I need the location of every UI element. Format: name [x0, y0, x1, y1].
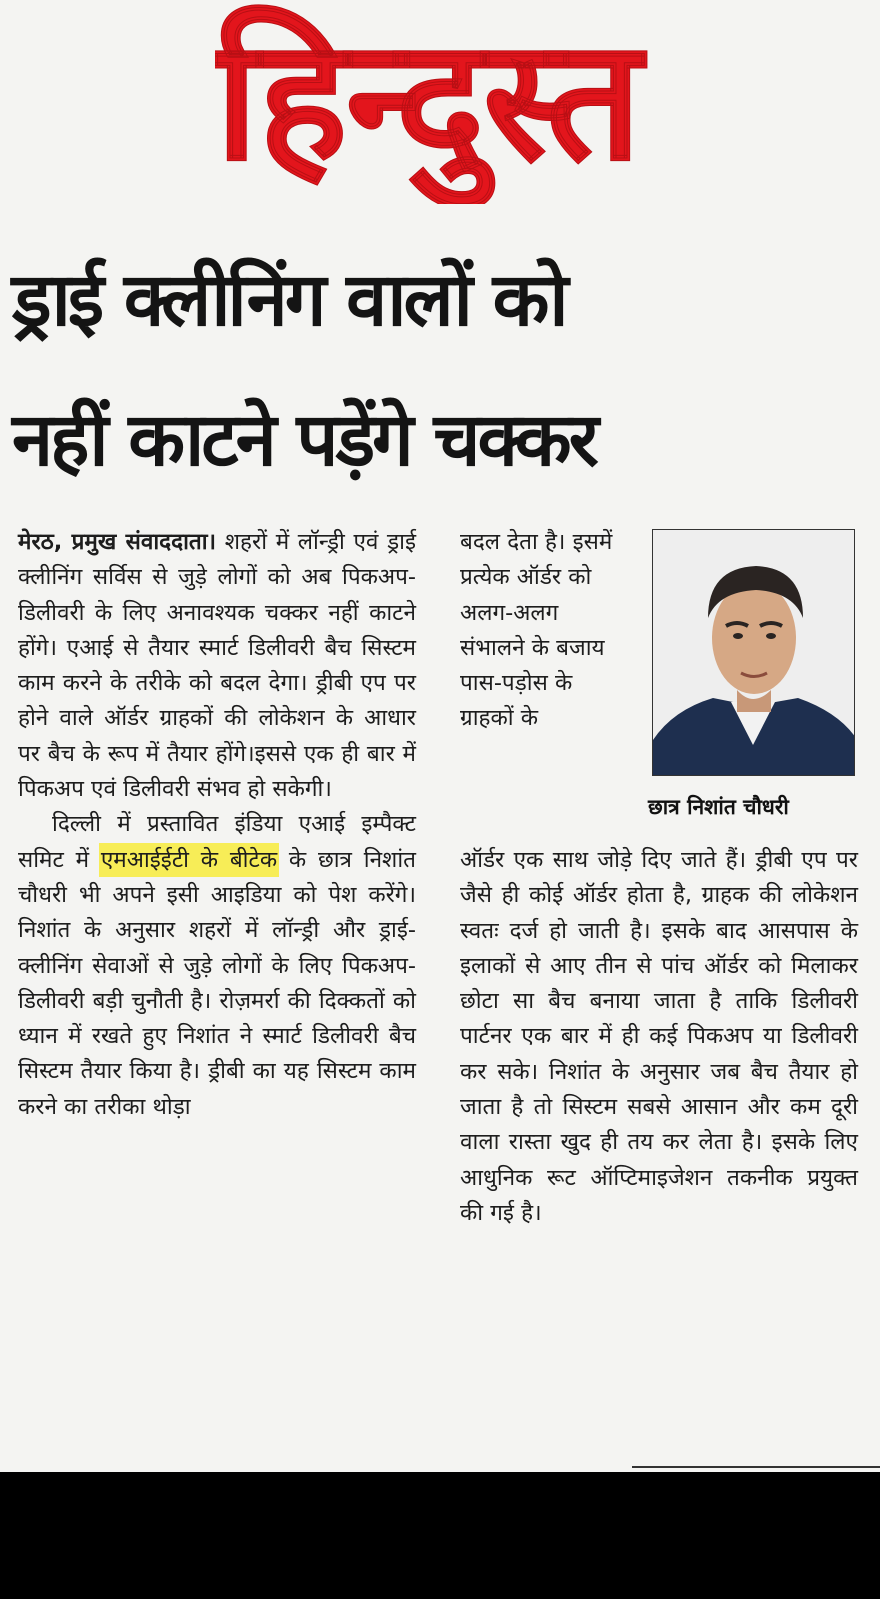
- student-portrait-image: [653, 530, 855, 776]
- article-column-2-top: [460, 525, 620, 737]
- article-headline: [12, 230, 872, 510]
- article-column-2-bottom: [460, 843, 858, 1231]
- masthead-title: हिन्दुस्त: [215, 0, 640, 198]
- highlighted-text: एमआईईटी के बीटेक: [100, 846, 278, 873]
- column-2-top-text: बदल देता है। इसमें प्रत्येक ऑर्डर को अलग-अलग संभालने के बजाय पास-पड़ोस के ग्राहकों के: [460, 529, 613, 732]
- student-photo: [652, 529, 855, 776]
- column-2-bottom-text: ऑर्डर एक साथ जोड़े दिए जाते हैं। ड्रीबी एप पर जैसे ही कोई ऑर्डर होता है, ग्राहक की लोकेशन स्वतः दर्ज हो जाती है। इसके बाद आसपास के इलाकों से आए तीन से पांच ऑर्डर को मिलाकर छोटा सा बैच बनाया जाता है ताकि डिलीवरी पार्टनर एक बार में ही कई पिकअप या डिलीवरी कर सके। निशांत के अनुसार जब बैच तैयार हो जाता है तो सिस्टम सबसे आसान और कम दूरी वाला रास्ता खुद ही तय कर लेता है। इसके लिए आधुनिक रूट ऑप्टिमाइजेशन तकनीक प्रयुक्त की गई है।: [460, 847, 858, 1226]
- headline-line-2: नहीं काटने पड़ेंगे चक्कर: [12, 397, 596, 483]
- newspaper-masthead: [215, 0, 880, 204]
- article-paragraph-2-rest: के छात्र निशांत चौधरी भी अपने इसी आइडिया को पेश करेंगे। निशांत के अनुसार शहरों में लॉन्ड्री और ड्राई-क्लीनिंग सेवाओं से जुड़े लोगों के लिए पिकअप-डिलीवरी बड़ी चुनौती है। रोज़मर्रा की दिक्कतों को ध्यान में रखते हुए निशांत ने स्मार्ट डिलीवरी बैच सिस्टम तैयार किया है। ड्रीबी का यह सिस्टम काम करने का तरीका थोड़ा: [18, 846, 417, 1120]
- article-column-1: [18, 525, 416, 1125]
- column-divider-rule: [632, 1466, 880, 1468]
- article-paragraph-1: शहरों में लॉन्ड्री एवं ड्राई क्लीनिंग सर्विस से जुड़े लोगों को अब पिकअप-डिलीवरी के लिए अनावश्यक चक्कर नहीं काटने होंगे। एआई से तैयार स्मार्ट डिलीवरी बैच सिस्टम काम करने के तरीके को बदल देगा। ड्रीबी एप पर होने वाले ऑर्डर ग्राहकों की लोकेशन के आधार पर बैच के रूप में तैयार होंगे।इससे एक ही बार में पिकअप एवं डिलीवरी संभव हो सकेगी।: [18, 529, 416, 803]
- article-paragraph-2-start: दिल्ली में प्रस्तावित इंडिया एआई इम्पैक्ट समिट में: [18, 811, 416, 873]
- black-bottom-bar: [0, 1472, 880, 1599]
- headline-line-1: ड्राई क्लीनिंग वालों को: [12, 257, 566, 343]
- photo-caption: छात्र निशांत चौधरी: [648, 795, 789, 819]
- dateline: मेरठ, प्रमुख संवाददाता।: [18, 529, 217, 555]
